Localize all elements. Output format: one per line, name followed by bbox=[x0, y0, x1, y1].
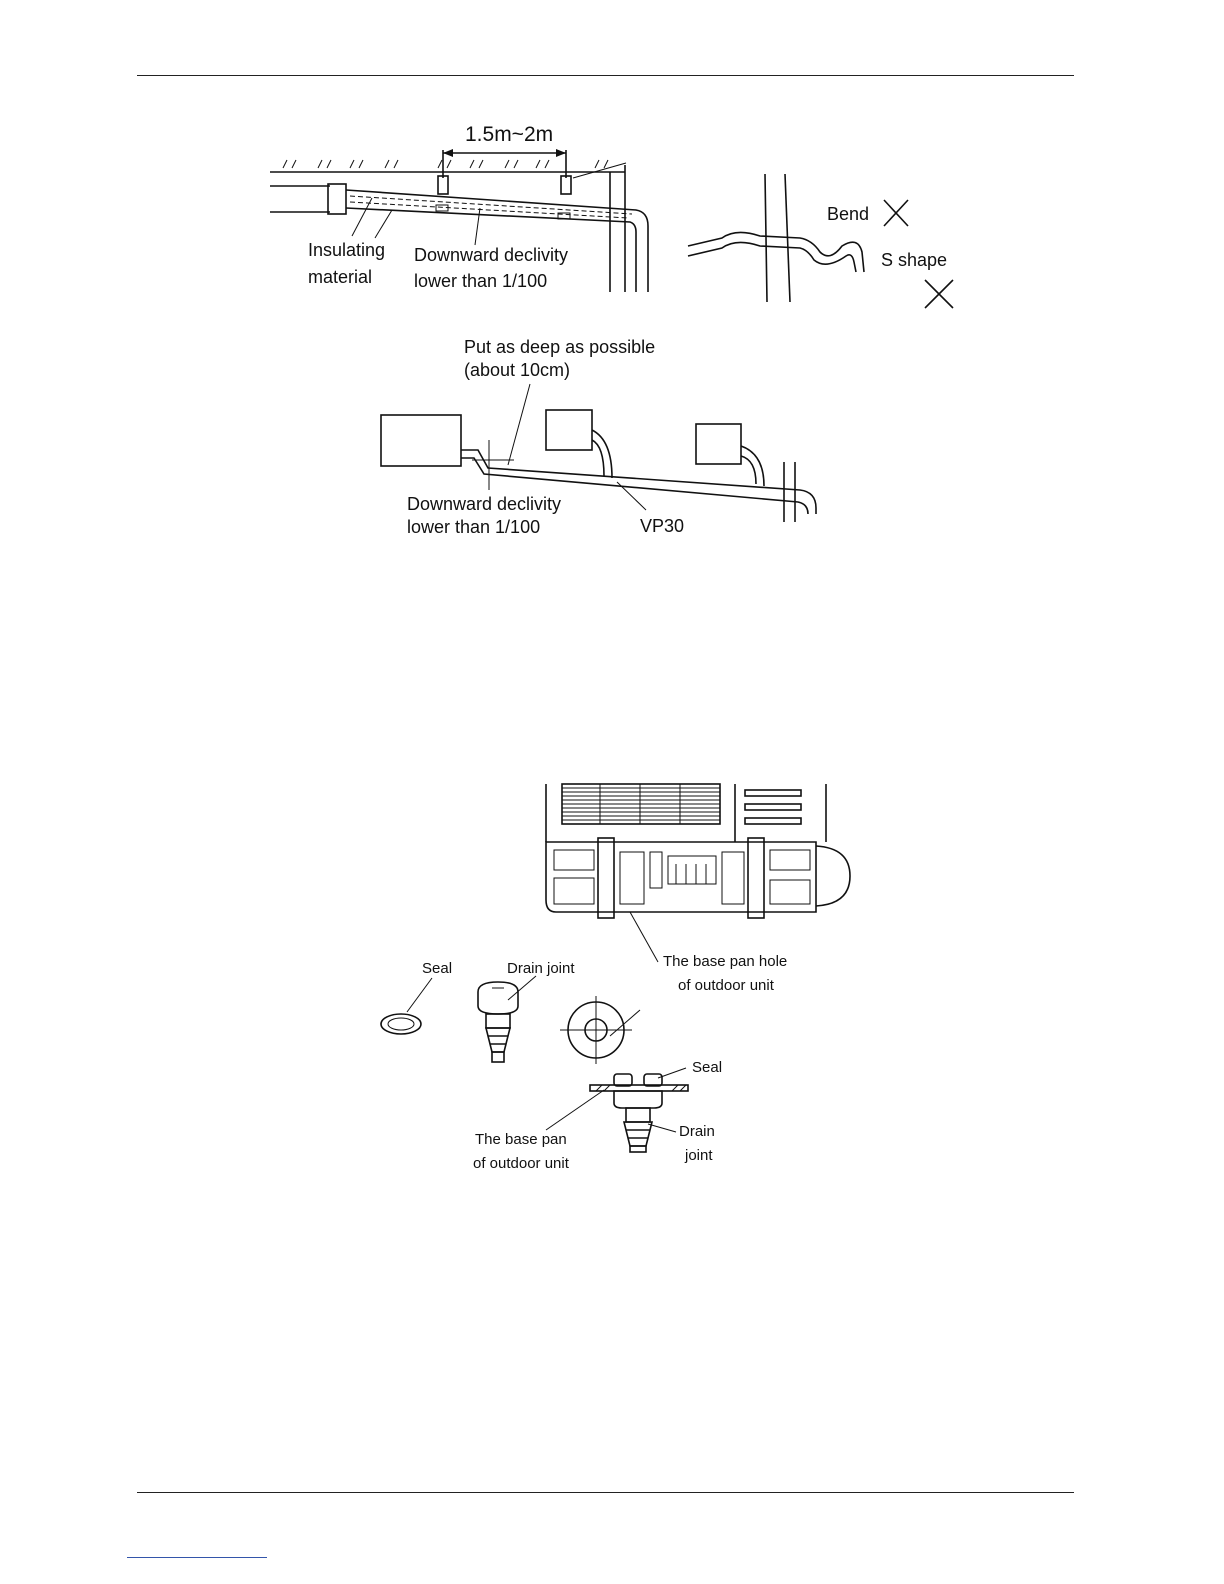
s-shape-cross-icon bbox=[925, 280, 953, 308]
base-hole-label-2: of outdoor unit bbox=[678, 977, 774, 994]
vp30-label: VP30 bbox=[640, 516, 685, 536]
insulation-label-2: material bbox=[308, 267, 373, 287]
drain-joint-label-2b: joint bbox=[685, 1147, 713, 1164]
seal-label-2: Seal bbox=[692, 1059, 723, 1076]
indoor-unit-2 bbox=[546, 410, 592, 450]
base-hole-part bbox=[560, 996, 632, 1064]
ceiling-hatch bbox=[283, 160, 608, 168]
depth-label-1: Put as deep as possible bbox=[464, 337, 656, 357]
seal-label: Seal bbox=[422, 960, 453, 977]
grille-lines bbox=[562, 784, 720, 824]
insulation-label-1: Insulating bbox=[308, 240, 386, 260]
pipe-slope-diagram bbox=[270, 123, 648, 292]
base-pan-label-2: of outdoor unit bbox=[473, 1155, 569, 1172]
s-shape-label: S shape bbox=[881, 250, 948, 270]
drain-joint-label: Drain joint bbox=[507, 960, 575, 977]
outdoor-unit-diagram bbox=[381, 784, 850, 1172]
base-pan-label-1: The base pan bbox=[475, 1131, 567, 1148]
bend-label: Bend bbox=[827, 204, 870, 224]
base-hole-label-1: The base pan hole bbox=[663, 953, 788, 970]
drain-joint-label-2a: Drain bbox=[679, 1123, 715, 1140]
drain-joint-part bbox=[478, 982, 518, 1062]
declivity-label-2: lower than 1/100 bbox=[414, 271, 548, 291]
joint-declivity-label-2: lower than 1/100 bbox=[407, 517, 541, 537]
depth-label-2: (about 10cm) bbox=[464, 360, 571, 380]
span-label: 1.5m~2m bbox=[465, 123, 554, 146]
wrong-shapes-diagram bbox=[688, 174, 953, 308]
seal-ring bbox=[381, 1014, 421, 1034]
section-drawing bbox=[590, 1074, 688, 1152]
indoor-unit-1 bbox=[381, 415, 461, 466]
base-pan-outline bbox=[546, 842, 816, 912]
bend-cross-icon bbox=[884, 200, 908, 226]
declivity-label-1: Downward declivity bbox=[414, 245, 569, 265]
joint-declivity-label-1: Downward declivity bbox=[407, 494, 562, 514]
indoor-unit-3 bbox=[696, 424, 741, 464]
joint-pipe-diagram bbox=[381, 337, 816, 537]
